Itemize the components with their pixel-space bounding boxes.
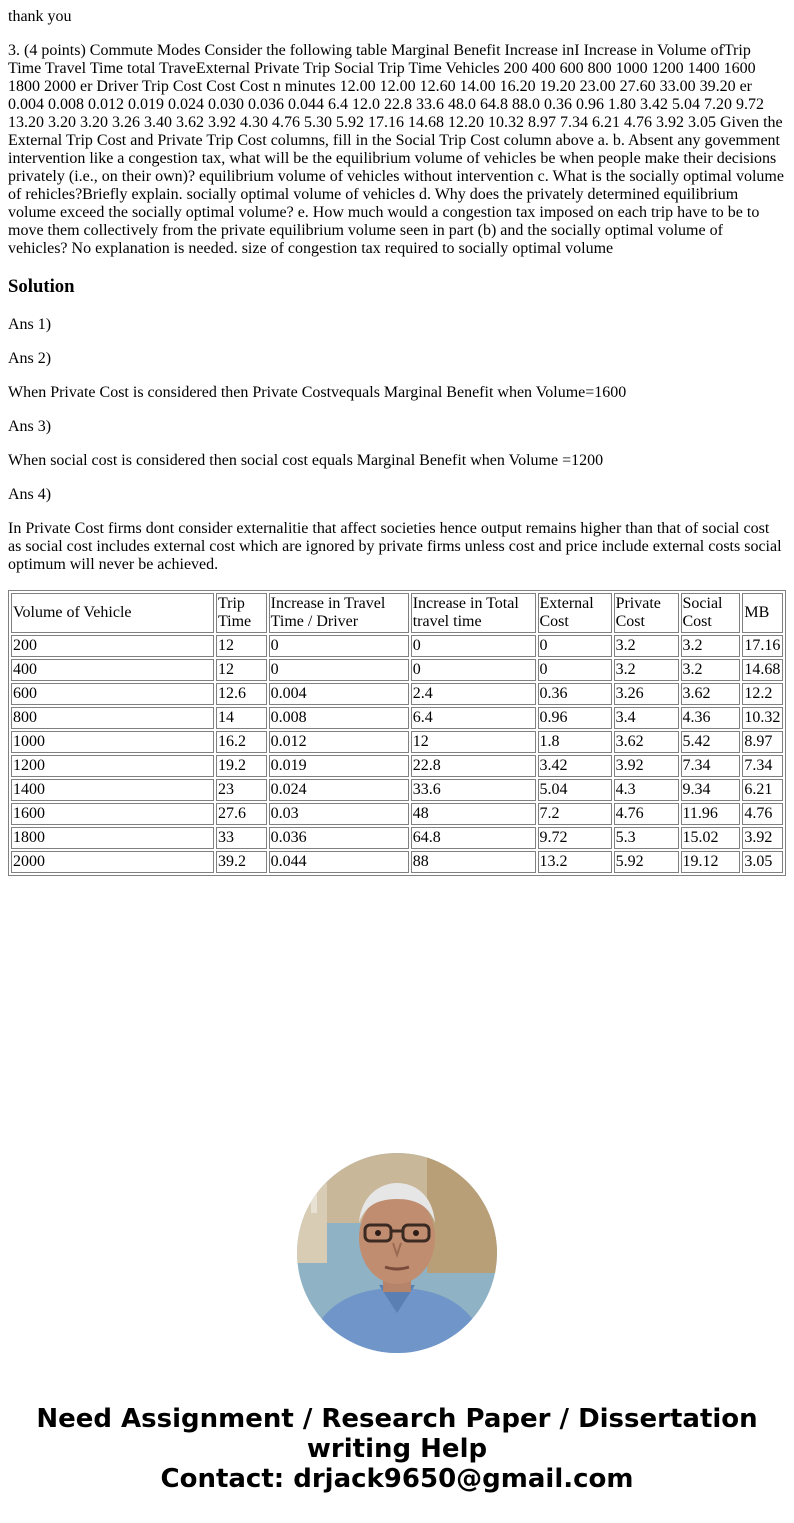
table-cell: 5.92	[614, 851, 679, 873]
table-cell: 0	[269, 635, 409, 657]
promo-banner	[0, 1404, 794, 1494]
header-cell: Trip Time	[216, 593, 267, 633]
table-cell: 5.42	[681, 731, 741, 753]
table-cell: 0.004	[269, 683, 409, 705]
table-row	[11, 803, 783, 825]
promo-line-1: Need Assignment / Research Paper / Dissertation	[36, 1404, 758, 1434]
promo-line-2: writing Help	[306, 1434, 488, 1464]
table-cell: 3.2	[681, 635, 741, 657]
table-cell: 0.024	[269, 779, 409, 801]
table-cell: 0	[538, 659, 612, 681]
table-cell: 400	[11, 659, 214, 681]
table-cell: 3.2	[614, 659, 679, 681]
table-cell: 1600	[11, 803, 214, 825]
table-cell: 14	[216, 707, 267, 729]
solution-heading: Solution	[8, 276, 75, 297]
author-avatar	[297, 1153, 497, 1353]
header-cell: External Cost	[538, 593, 612, 633]
table-cell: 64.8	[411, 827, 536, 849]
answer-3-label: Ans 3)	[8, 418, 52, 435]
intro-text: thank you	[8, 8, 72, 25]
table-cell: 0	[411, 635, 536, 657]
table-cell: 33	[216, 827, 267, 849]
table-cell: 33.6	[411, 779, 536, 801]
table-cell: 15.02	[681, 827, 741, 849]
table-cell: 19.12	[681, 851, 741, 873]
author-photo	[297, 1153, 497, 1353]
data-table	[8, 590, 786, 876]
header-cell: Volume of Vehicle	[11, 593, 214, 633]
table-cell: 39.2	[216, 851, 267, 873]
table-cell: 88	[411, 851, 536, 873]
table-cell: 7.34	[742, 755, 783, 777]
table-cell: 3.92	[614, 755, 679, 777]
promo-contact: Contact: drjack9650@gmail.com	[160, 1464, 634, 1494]
table-cell: 6.4	[411, 707, 536, 729]
table-cell: 1200	[11, 755, 214, 777]
table-cell: 10.32	[742, 707, 783, 729]
table-cell: 0.03	[269, 803, 409, 825]
table-cell: 17.16	[742, 635, 783, 657]
table-cell: 3.05	[742, 851, 783, 873]
table-row	[11, 755, 783, 777]
table-row	[11, 659, 783, 681]
table-cell: 16.2	[216, 731, 267, 753]
header-cell: Private Cost	[614, 593, 679, 633]
header-cell: MB	[742, 593, 783, 633]
table-cell: 3.62	[614, 731, 679, 753]
table-cell: 0.008	[269, 707, 409, 729]
table-cell: 12	[411, 731, 536, 753]
table-cell: 12.6	[216, 683, 267, 705]
table-cell: 6.21	[742, 779, 783, 801]
answer-3-text: When social cost is considered then social cost equals Marginal Benefit when Volume =1200	[8, 452, 604, 469]
table-cell: 4.76	[742, 803, 783, 825]
table-cell: 0.019	[269, 755, 409, 777]
table-row	[11, 635, 783, 657]
table-cell: 1400	[11, 779, 214, 801]
table-cell: 23	[216, 779, 267, 801]
table-cell: 5.04	[538, 779, 612, 801]
table-cell: 2.4	[411, 683, 536, 705]
table-cell: 0.012	[269, 731, 409, 753]
table-cell: 3.92	[742, 827, 783, 849]
header-cell: Increase in Total travel time	[411, 593, 536, 633]
table-cell: 0	[411, 659, 536, 681]
answer-2-text: When Private Cost is considered then Private Costvequals Marginal Benefit when Volume=1600	[8, 384, 627, 401]
answer-4-label: Ans 4)	[8, 486, 52, 503]
table-cell: 13.2	[538, 851, 612, 873]
table-cell: 3.4	[614, 707, 679, 729]
table-row	[11, 851, 783, 873]
table-cell: 2000	[11, 851, 214, 873]
answer-2-label: Ans 2)	[8, 350, 52, 367]
table-cell: 7.2	[538, 803, 612, 825]
table-cell: 27.6	[216, 803, 267, 825]
table-cell: 0.36	[538, 683, 612, 705]
answer-4-text: In Private Cost firms dont consider externalitie that affect societies hence output remains higher than that of social cost as social cost includes external cost which are ignored by private firms unless cost and price include external costs social optimum will never be achieved.	[8, 520, 782, 573]
table-cell: 4.3	[614, 779, 679, 801]
table-row	[11, 779, 783, 801]
table-header-row	[11, 593, 783, 633]
table-cell: 11.96	[681, 803, 741, 825]
table-cell: 22.8	[411, 755, 536, 777]
table-cell: 600	[11, 683, 214, 705]
table-cell: 3.2	[614, 635, 679, 657]
table-cell: 0	[269, 659, 409, 681]
table-cell: 12	[216, 635, 267, 657]
header-cell: Social Cost	[681, 593, 741, 633]
table-cell: 8.97	[742, 731, 783, 753]
table-cell: 12.2	[742, 683, 783, 705]
table-cell: 1000	[11, 731, 214, 753]
table-cell: 0.036	[269, 827, 409, 849]
table-cell: 3.26	[614, 683, 679, 705]
table-cell: 9.72	[538, 827, 612, 849]
table-cell: 4.76	[614, 803, 679, 825]
table-cell: 12	[216, 659, 267, 681]
table-cell: 5.3	[614, 827, 679, 849]
table-cell: 1.8	[538, 731, 612, 753]
table-cell: 48	[411, 803, 536, 825]
table-cell: 14.68	[742, 659, 783, 681]
table-cell: 0.96	[538, 707, 612, 729]
table-cell: 3.62	[681, 683, 741, 705]
table-row	[11, 827, 783, 849]
table-row	[11, 731, 783, 753]
question-text: 3. (4 points) Commute Modes Consider the following table Marginal Benefit Increase inI Increase in Volume ofTrip Time Travel Time total TraveExternal Private Trip Social Trip Time Vehicles 200 400 600 800 1000 1200 1400 1600 1800 2000 er Driver Trip Cost Cost Cost n minutes 12.00 12.00 12.60 14.00 16.20 19.20 23.00 27.60 33.00 39.20 er 0.004 0.008 0.012 0.019 0.024 0.030 0.036 0.044 6.4 12.0 22.8 33.6 48.0 64.8 88.0 0.36 0.96 1.80 3.42 5.04 7.20 9.72 13.20 3.20 3.20 3.26 3.40 3.62 3.92 4.30 4.76 5.30 5.92 17.16 14.68 12.20 10.32 8.97 7.34 6.21 4.76 3.92 3.05 Given the External Trip Cost and Private Trip Cost columns, fill in the Social Trip Cost column above a. b. Absent any govemment intervention like a congestion tax, what will be the equilibrium volume of vehicles be when people make their decisions privately (i.e., on their own)? equilibrium volume of vehicles without intervention c. What is the socially optimal volume of rehicles?Briefly explain. socially optimal volume of vehicles d. Why does the privately determined equilibrium volume exceed the socially optimal volume? e. How much would a congestion tax imposed on each trip have to be to move them collectively from the private equilibrium volume seen in part (b) and the socially optimal volume of vehicles? No explanation is needed. size of congestion tax required to socially optimal volume	[8, 42, 784, 257]
answer-1-label: Ans 1)	[8, 316, 52, 333]
table-cell: 4.36	[681, 707, 741, 729]
table-cell: 19.2	[216, 755, 267, 777]
header-cell: Increase in Travel Time / Driver	[269, 593, 409, 633]
table-cell: 9.34	[681, 779, 741, 801]
table-cell: 0	[538, 635, 612, 657]
table-cell: 7.34	[681, 755, 741, 777]
table-cell: 1800	[11, 827, 214, 849]
table-cell: 3.42	[538, 755, 612, 777]
table-cell: 3.2	[681, 659, 741, 681]
table-cell: 200	[11, 635, 214, 657]
table-cell: 800	[11, 707, 214, 729]
table-row	[11, 707, 783, 729]
table-row	[11, 683, 783, 705]
table-cell: 0.044	[269, 851, 409, 873]
